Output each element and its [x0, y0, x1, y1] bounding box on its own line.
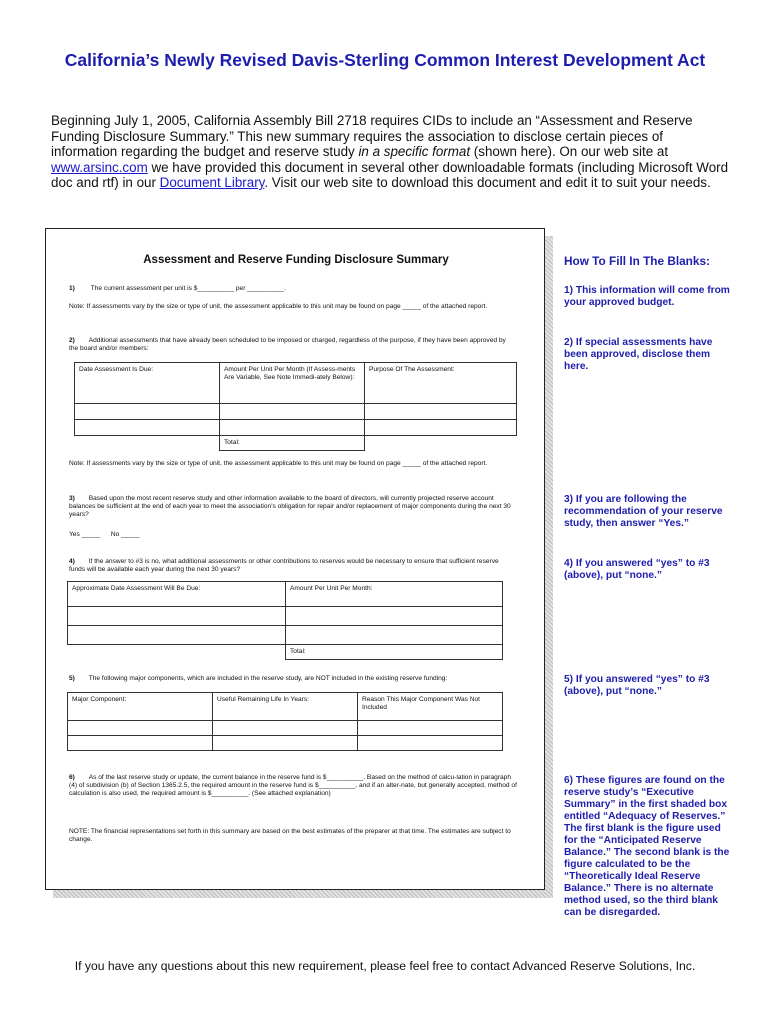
total-label: Total: [286, 645, 503, 660]
table-cell[interactable] [68, 736, 213, 751]
note-1: Note: If assessments vary by the size or type of unit, the assessment applicable to this unit may be found on page _____ of the attached report. [69, 303, 488, 310]
question-3 [69, 495, 514, 520]
table-cell[interactable] [358, 721, 503, 736]
intro-italic: in a specific format [358, 144, 471, 159]
table-cell[interactable] [358, 736, 503, 751]
table-row [68, 607, 503, 626]
table-cell[interactable] [68, 721, 213, 736]
header-reason: Reason This Major Component Was Not Included [358, 693, 503, 721]
page-title: California’s Newly Revised Davis-Sterling Common Interest Development Act [64, 50, 706, 70]
q3-answer-fields[interactable]: Yes _____ No _____ [69, 531, 140, 538]
q2-number: 2) [69, 337, 75, 344]
financial-note: NOTE: The financial representations set forth in this summary are based on the best estimates of the preparer at that time. The estimates are subject to change. [69, 828, 511, 844]
table-row [68, 626, 503, 645]
question-2 [69, 337, 514, 353]
q4-number: 4) [69, 558, 75, 565]
header-amount: Amount Per Unit Per Month (If Assess-ments Are Variable, See Note Immedi-ately Below): [220, 363, 365, 404]
table-header-row [68, 582, 503, 607]
table-cell[interactable] [213, 721, 358, 736]
total-label: Total: [220, 436, 365, 451]
table-cell[interactable] [75, 420, 220, 436]
question-1 [69, 285, 529, 293]
table-row [75, 420, 517, 436]
q6-number: 6) [69, 774, 75, 781]
intro-text-1: Beginning July 1, 2005, California Assembly Bill 2718 requires CIDs to include an “Assessment and Reserve Funding Disclosure Summary.” This new summary requires the association to disclose certain pieces of information regarding the budget and reserve study [51, 113, 693, 159]
header-date-due: Date Assessment Is Due: [75, 363, 220, 404]
question-5 [69, 675, 514, 683]
note-2: Note: If assessments vary by the size or type of unit, the assessment applicable to this unit may be found on page _____ of the attached report. [69, 460, 488, 467]
q3-text: Based upon the most recent reserve study and other information available to the board of directors, will currently projected reserve account balances be sufficient at the end of each year to meet the association's obligation for repair and/or replacement of major components during the next 30 years? [69, 495, 511, 519]
intro-paragraph [51, 113, 731, 191]
table-cell[interactable] [220, 404, 365, 420]
table-cell[interactable] [365, 420, 517, 436]
question-6 [69, 774, 519, 799]
intro-text-3: we have provided this document in several other downloadable formats (including Microsoft Word doc and rtf) in our [51, 159, 729, 190]
q2-text: Additional assessments that have already been scheduled to be imposed or charged, regardless of the purpose, if they have been approved by the board and/or members: [69, 337, 506, 353]
q6-text: As of the last reserve study or update, the current balance in the reserve fund is $__________. Based on the method of calcu-lation in paragraph (4) of subdivision (b) of Section 1365.2.5, the required amount in the reserve fund is $__________, and if an alter-nate, but generally accepted, method of calculation is also used, the required amount is $__________. (See attached explanation) [69, 774, 517, 798]
table-cell[interactable] [286, 607, 503, 626]
q5-number: 5) [69, 675, 75, 682]
table-row [68, 721, 503, 736]
form-title: Assessment and Reserve Funding Disclosure Summary [143, 254, 449, 266]
table-total-row [68, 645, 503, 660]
q5-text: The following major components, which are included in the reserve study, are NOT included in the existing reserve funding: [88, 675, 448, 682]
header-major-component: Major Component: [68, 693, 213, 721]
q1-text: The current assessment per unit is $__________ per __________. [90, 285, 286, 292]
tip-6: 6) These figures are found on the reserve study’s “Executive Summary” in the first shaded box entitled “Adequacy of Reserves.” The first blank is the figure used for the “Anticipated Reserve Balance.” The second blank is the figure calculated to be the “Theoretically Ideal Reserve Balance.” There is no alternate method used, so the third blank can be disregarded. [564, 775, 730, 918]
q4-text: If the answer to #3 is no, what additional assessments or other contributions to reserves would be necessary to ensure that sufficient reserve funds will be available each year during the next 30 years? [69, 558, 499, 574]
table-cell-empty [68, 645, 286, 660]
footer-text: If you have any questions about this new requirement, please feel free to contact Advanced Reserve Solutions, Inc. [74, 959, 696, 973]
table-header-row [68, 693, 503, 721]
header-remaining-life: Useful Remaining Life In Years: [213, 693, 358, 721]
sidebar-title: How To Fill In The Blanks: [564, 254, 710, 268]
table-cell-empty [75, 436, 220, 451]
question-4 [69, 558, 514, 574]
table-row [68, 736, 503, 751]
table-cell[interactable] [68, 607, 286, 626]
intro-text-2: (shown here). On our web site at [470, 144, 669, 159]
excluded-components-table [67, 692, 503, 751]
table-cell[interactable] [68, 626, 286, 645]
disclosure-form [45, 228, 545, 890]
intro-text-4: . Visit our web site to download this document and edit it to suit your needs. [264, 175, 711, 190]
table-cell[interactable] [213, 736, 358, 751]
table-total-row [75, 436, 517, 451]
header-purpose: Purpose Of The Assessment: [365, 363, 517, 404]
tip-4: 4) If you answered “yes” to #3 (above), put “none.” [564, 558, 710, 581]
tip-3: 3) If you are following the recommendation of your reserve study, then answer “Yes.” [564, 494, 723, 529]
table-row [75, 404, 517, 420]
tip-1: 1) This information will come from your approved budget. [564, 285, 730, 308]
q1-number: 1) [69, 285, 75, 292]
table-cell[interactable] [220, 420, 365, 436]
q3-number: 3) [69, 495, 75, 502]
table-cell[interactable] [75, 404, 220, 420]
website-link[interactable]: www.arsinc.com [51, 159, 148, 175]
table-cell[interactable] [286, 626, 503, 645]
table-cell-empty [365, 436, 517, 451]
additional-assessments-table [74, 362, 517, 451]
header-approx-date: Approximate Date Assessment Will Be Due: [68, 582, 286, 607]
additional-contributions-table [67, 581, 503, 660]
table-header-row [75, 363, 517, 404]
document-library-link[interactable]: Document Library [159, 175, 265, 190]
header-amount-per-unit: Amount Per Unit Per Month: [286, 582, 503, 607]
tip-5: 5) If you answered “yes” to #3 (above), put “none.” [564, 674, 710, 697]
table-cell[interactable] [365, 404, 517, 420]
tip-2: 2) If special assessments have been approved, disclose them here. [564, 337, 713, 372]
